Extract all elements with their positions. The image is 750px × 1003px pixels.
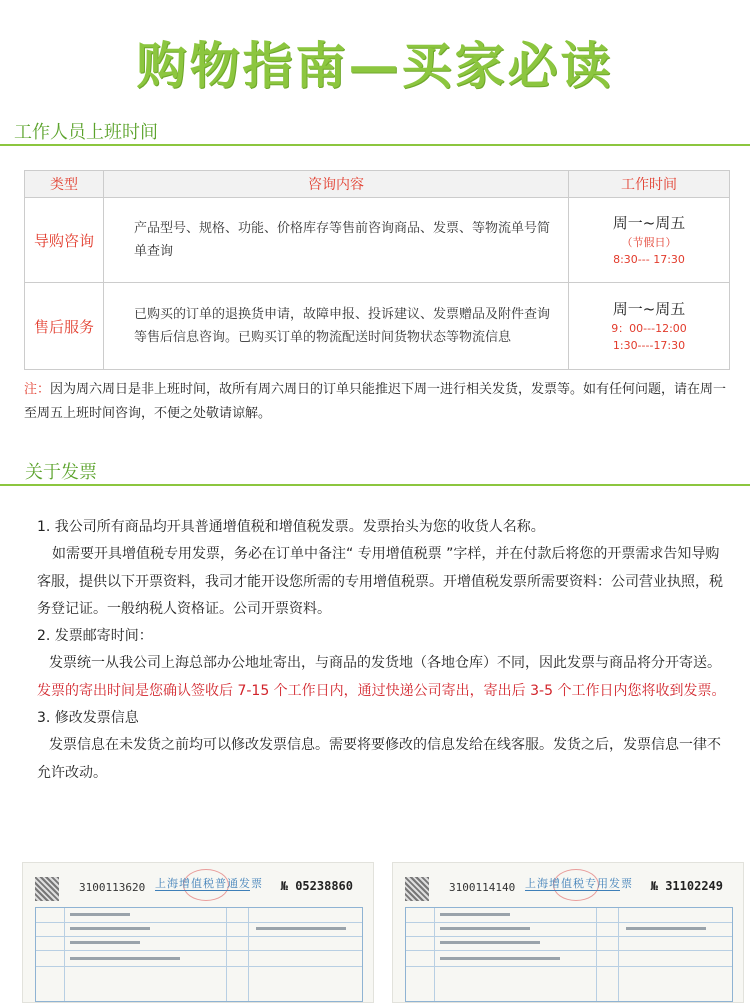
invoice-para: 2. 发票邮寄时间： bbox=[37, 628, 153, 645]
working-hours-table bbox=[24, 170, 730, 370]
working-hours-header bbox=[0, 118, 750, 146]
invoice-grid bbox=[35, 907, 363, 1002]
invoice-header-label: 关于发票 bbox=[25, 462, 97, 483]
time-note: （节假日） bbox=[621, 236, 677, 249]
invoice-number: № 31102249 bbox=[650, 879, 723, 893]
column-header-type: 类型 bbox=[25, 171, 104, 198]
invoice-code: 3100114140 bbox=[449, 881, 516, 894]
title-underline bbox=[155, 890, 250, 891]
invoice-header bbox=[0, 458, 750, 486]
invoice-para: 如需要开具增值税专用发票，务必在订单中备注“ 专用增值税票 ”字样，并在付款后将您的开票需求告知导购客服，提供以下开票资料，我司才能开设您所需的专用增值税票。开增值税发票所需要资料：公司营业执照，税务登记证。一般纳税人资格证。公司开票资料。 bbox=[37, 546, 723, 617]
note-text: 因为周六周日是非上班时间，故所有周六周日的订单只能推迟下周一进行相关发货，发票等。如有任何问题，请在周一至周五上班时间咨询，不便之处敬请谅解。 bbox=[24, 382, 727, 421]
column-header-content: 咨询内容 bbox=[104, 171, 569, 198]
invoice-para: 3. 修改发票信息 bbox=[37, 710, 139, 727]
weekend-note bbox=[24, 378, 730, 426]
row-time bbox=[569, 283, 730, 370]
title-underline bbox=[525, 890, 620, 891]
row-type: 导购咨询 bbox=[25, 198, 104, 283]
invoice-para: 1. 我公司所有商品均开具普通增值税和增值税发票。发票抬头为您的收货人名称。 bbox=[37, 519, 545, 535]
row-content: 已购买的订单的退换货申请，故障申报、投诉建议、发票赠品及附件查询等售后信息咨询。已购买订单的物流配送时间货物状态等物流信息 bbox=[104, 283, 569, 370]
invoice-code: 3100113620 bbox=[79, 881, 146, 894]
invoice-para: 发票统一从我公司上海总部办公地址寄出，与商品的发货地（各地仓库）不同，因此发票与商品将分开寄送。 bbox=[49, 655, 721, 672]
invoice-title: 上海增值税普通发票 bbox=[155, 877, 263, 890]
invoice-sample-image bbox=[22, 862, 374, 1003]
invoice-sample-image bbox=[392, 862, 744, 1003]
time-range-afternoon: 1:30----17:30 bbox=[612, 339, 686, 352]
time-range-morning: 9：00---12:00 bbox=[611, 322, 687, 335]
column-header-time: 工作时间 bbox=[569, 171, 730, 198]
header-divider bbox=[0, 484, 750, 486]
invoice-number: № 05238860 bbox=[280, 879, 353, 893]
invoice-grid bbox=[405, 907, 733, 1002]
row-content: 产品型号、规格、功能、价格库存等售前咨询商品、发票、等物流单号简单查询 bbox=[104, 198, 569, 283]
qr-code-icon bbox=[35, 877, 59, 901]
invoice-shipping-note: 发票的寄出时间是您确认签收后 7-15 个工作日内，通过快递公司寄出，寄出后 3-5 个工作日内您将收到发票。 bbox=[37, 682, 726, 699]
invoice-samples bbox=[0, 862, 750, 1001]
working-hours-header-label: 工作人员上班时间 bbox=[14, 122, 158, 143]
row-type: 售后服务 bbox=[25, 283, 104, 370]
row-time bbox=[569, 198, 730, 283]
invoice-para: 发票信息在未发货之前均可以修改发票信息。需要将要修改的信息发给在线客服。发货之后，发票信息一律不允许改动。 bbox=[37, 737, 721, 781]
time-days: 周一~周五 bbox=[612, 300, 686, 318]
qr-code-icon bbox=[405, 877, 429, 901]
invoice-title: 上海增值税专用发票 bbox=[525, 877, 633, 890]
time-range: 8:30--- 17:30 bbox=[613, 253, 685, 266]
table-row bbox=[25, 198, 730, 283]
table-row bbox=[25, 283, 730, 370]
table-header-row bbox=[25, 171, 730, 198]
header-divider bbox=[0, 144, 750, 146]
time-days: 周一~周五 bbox=[612, 214, 686, 232]
page-title: 购物指南—买家必读 bbox=[136, 37, 614, 95]
invoice-info bbox=[37, 514, 727, 787]
note-prefix: 注： bbox=[24, 382, 51, 397]
